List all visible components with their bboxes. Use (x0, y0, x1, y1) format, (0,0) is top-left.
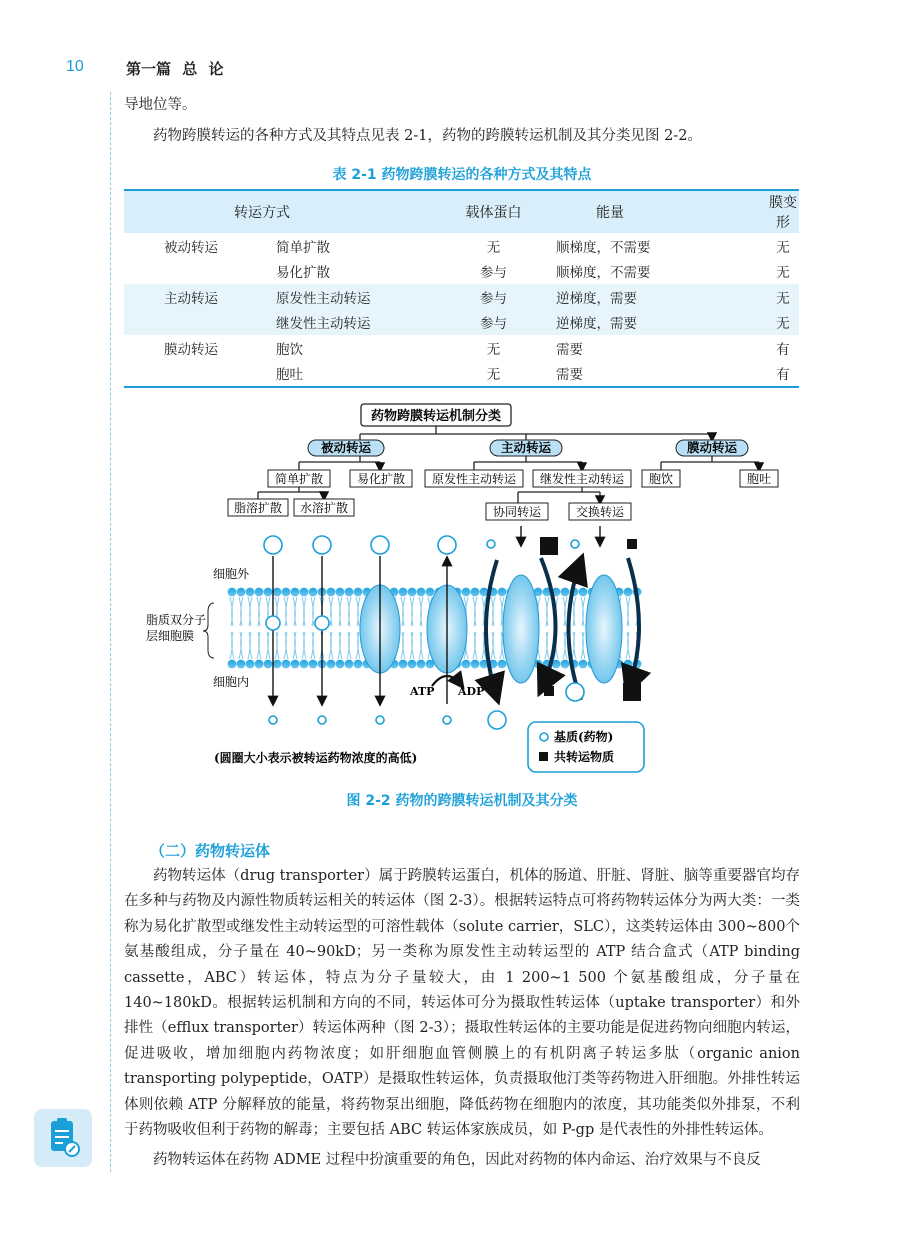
body-line-1: 导地位等。 (124, 97, 197, 113)
symporter (503, 575, 539, 683)
legend-circle-icon (540, 733, 548, 741)
lipid-head (579, 588, 588, 597)
label-inside: 细胞内 (213, 675, 250, 689)
tree-connectors (258, 426, 759, 503)
legend-square-icon (539, 752, 548, 761)
lipid-tail (311, 597, 315, 659)
lipid-head (327, 660, 336, 669)
lipid-tail (230, 597, 234, 659)
sub-label: 原发性主动转运 (431, 472, 517, 486)
table-cell: 有 (767, 361, 799, 388)
lipid-head (399, 588, 408, 597)
table-cell: 胞吐 (276, 361, 431, 388)
membrane-brace (203, 603, 214, 658)
header-energy: 能量 (556, 190, 767, 233)
lipid-head (624, 660, 633, 669)
lipid-head (264, 588, 273, 597)
lipid-tail (293, 597, 297, 659)
lipid-tail (239, 597, 243, 659)
lipid-head (255, 588, 264, 597)
lipid-tail (284, 597, 288, 659)
table-cell: 被动转运 (164, 239, 218, 256)
lipid-head (237, 660, 246, 669)
category-label: 膜动转运 (686, 440, 738, 455)
lipid-head (336, 588, 345, 597)
table-cell: 需要 (556, 341, 583, 358)
lipid-head (282, 588, 291, 597)
table-title: 表 2-1 药物跨膜转运的各种方式及其特点 (332, 167, 592, 183)
lipid-tail (329, 597, 333, 659)
leaf-label: 脂溶扩散 (233, 501, 283, 515)
table-cell: 参与 (431, 284, 556, 310)
lipid-head (255, 660, 264, 669)
table-cell: 易化扩散 (276, 265, 330, 282)
lipid-tail (410, 597, 414, 659)
table-cell: 主动转运 (124, 284, 276, 310)
figure-note: (圆圈大小表示被转运药物浓度的高低) (214, 751, 418, 765)
lipid-head (327, 588, 336, 597)
lipid-tail (302, 597, 306, 659)
table-cell: 顺梯度，不需要 (556, 265, 651, 282)
category-label: 主动转运 (500, 440, 552, 455)
lipid-head (273, 660, 282, 669)
lipid-head (417, 660, 426, 669)
label-membrane-2: 层细胞膜 (146, 629, 195, 643)
lipid-tail (581, 597, 585, 659)
table-cell: 膜动转运 (164, 341, 218, 358)
legend-substrate: 基质(药物) (554, 730, 614, 744)
lipid-head (354, 660, 363, 669)
lipid-head (471, 660, 480, 669)
lipid-tail (401, 597, 405, 659)
lipid-head (282, 660, 291, 669)
table-cell: 无 (431, 361, 556, 388)
lipid-tail (356, 597, 360, 659)
lipid-tail (248, 597, 252, 659)
table-cell: 有 (776, 341, 790, 358)
table-cell: 无 (767, 284, 799, 310)
table-cell: 参与 (480, 265, 507, 282)
lipid-head (417, 588, 426, 597)
table-cell: 简单扩散 (276, 239, 330, 256)
lipid-head (309, 588, 318, 597)
lipid-head (237, 588, 246, 597)
table-cell: 无 (776, 265, 790, 282)
lipid-tail (338, 597, 342, 659)
section-paragraph: 药物转运体（drug transporter）属于跨膜转运蛋白，机体的肠道、肝脏、肾脏、脑等重要器官均存在多种与药物及内源性物质转运相关的转运体（图 2-3）。根据转运特点可将药物转运体分为两大类：一类称为易化扩散型或继发性主动转运型的可溶性载体（solute carrier，SLC），这类转运体由 300~800个氨基酸组成，分子量在 40~90kD；另一类称为原发性主动转运型的 ATP 结合盒式（ATP binding cassette，ABC）转运体，特点为分子量较大，由 1 200~1 500 个氨基酸组成，分子量在 140~180kD。根据转运机制和方向的不同，转运体可分为摄取性转运体（uptake transporter）和外排性（efflux transporter）转运体两种（图 2-3）；摄取性转运体的主要功能是促进药物向细胞内转运，促进吸收，增加细胞内药物浓度；如肝细胞血管侧膜上的有机阴离子转运多肽（organic anion transporting polypeptide，OATP）是摄取性转运体，负责摄取他汀类等药物进入肝细胞。外排性转运体则依赖 ATP 分解释放的能量，将药物泵出细胞，降低药物在细胞内的浓度，其功能类似外排泵，不利于药物吸收但利于药物的解毒；主要包括 ABC 转运体家族成员，如 P-gp 是代表性的外排性转运体。 (124, 868, 800, 1139)
leaf-label: 交换转运 (575, 505, 625, 519)
lipid-head (498, 588, 507, 597)
lipid-head (246, 660, 255, 669)
sub-label: 胞吐 (746, 472, 772, 486)
lipid-head (309, 660, 318, 669)
page-number: 10 (66, 58, 84, 75)
running-header: 第一篇 总 论 (126, 60, 224, 78)
table-cell: 顺梯度，不需要 (556, 239, 651, 256)
notes-icon[interactable] (34, 1109, 92, 1167)
lipid-tail (572, 597, 576, 659)
lipid-head (246, 588, 255, 597)
lipid-tail (473, 597, 477, 659)
clipboard-edit-icon (34, 1109, 92, 1167)
lipid-head (561, 660, 570, 669)
sub-label: 继发性主动转运 (539, 472, 625, 486)
lipid-tail (491, 597, 495, 659)
lipid-tail (419, 597, 423, 659)
lipid-head (273, 588, 282, 597)
label-membrane-1: 脂质双分子 (146, 613, 207, 627)
lipid-head (408, 588, 417, 597)
antiporter (586, 575, 622, 683)
lipid-head (291, 660, 300, 669)
lipid-head (579, 660, 588, 669)
root-label: 药物跨膜转运机制分类 (370, 409, 502, 424)
lipid-tail (347, 597, 351, 659)
lipid-head (300, 660, 309, 669)
section-heading: （二）药物转运体 (150, 842, 271, 860)
leaf-label: 协同转运 (492, 505, 542, 519)
lipid-head (408, 660, 417, 669)
table-cell: 无 (767, 310, 799, 336)
lipid-head (399, 660, 408, 669)
table-cell: 无 (486, 341, 501, 358)
table-cell: 原发性主动转运 (276, 284, 431, 310)
lipid-head (300, 588, 309, 597)
header-method: 转运方式 (124, 190, 431, 233)
category-label: 被动转运 (320, 440, 372, 455)
sub-label: 胞饮 (648, 472, 674, 486)
table-cell: 胞饮 (276, 341, 303, 358)
lipid-head (264, 660, 273, 669)
lipid-head (291, 588, 300, 597)
lipid-head (498, 660, 507, 669)
section-last-line: 药物转运体在药物 ADME 过程中扮演重要的角色，因此对药物的体内命运、治疗效果与不良反 (153, 1152, 761, 1168)
lipid-head (561, 588, 570, 597)
lipid-head (336, 660, 345, 669)
sub-label: 易化扩散 (356, 472, 406, 486)
header-carrier: 载体蛋白 (431, 190, 556, 233)
body-line-2: 药物跨膜转运的各种方式及其特点见表 2-1，药物的跨膜转运机制及其分类见图 2-2。 (153, 128, 702, 144)
legend-cotransport: 共转运物质 (554, 750, 615, 764)
table-cell: 需要 (556, 361, 767, 388)
header-deform: 膜变形 (767, 190, 799, 233)
lipid-head (228, 660, 237, 669)
table-cell: 无 (486, 239, 501, 256)
table-cell: 逆梯度，需要 (556, 310, 767, 336)
lipid-tail (545, 597, 549, 659)
label-atp: ATP (410, 685, 435, 698)
table-cell: 参与 (431, 310, 556, 336)
lipid-head (354, 588, 363, 597)
lipid-head (228, 588, 237, 597)
lipid-head (462, 588, 471, 597)
lipid-head (345, 660, 354, 669)
table-cell: 无 (776, 239, 790, 256)
lipid-head (345, 588, 354, 597)
lipid-head (426, 588, 435, 597)
lipid-head (624, 588, 633, 597)
figure-caption: 图 2-2 药物的跨膜转运机制及其分类 (346, 793, 578, 809)
lipid-tail (626, 597, 630, 659)
leaf-label: 水溶扩散 (299, 501, 349, 515)
label-adp: ADP (458, 685, 485, 698)
label-outside: 细胞外 (213, 567, 250, 581)
lipid-tail (257, 597, 261, 659)
lipid-head (471, 588, 480, 597)
sub-label: 简单扩散 (274, 472, 324, 486)
lipid-head (462, 660, 471, 669)
table-cell: 继发性主动转运 (276, 310, 431, 336)
lipid-tail (563, 597, 567, 659)
table-cell: 逆梯度，需要 (556, 284, 767, 310)
